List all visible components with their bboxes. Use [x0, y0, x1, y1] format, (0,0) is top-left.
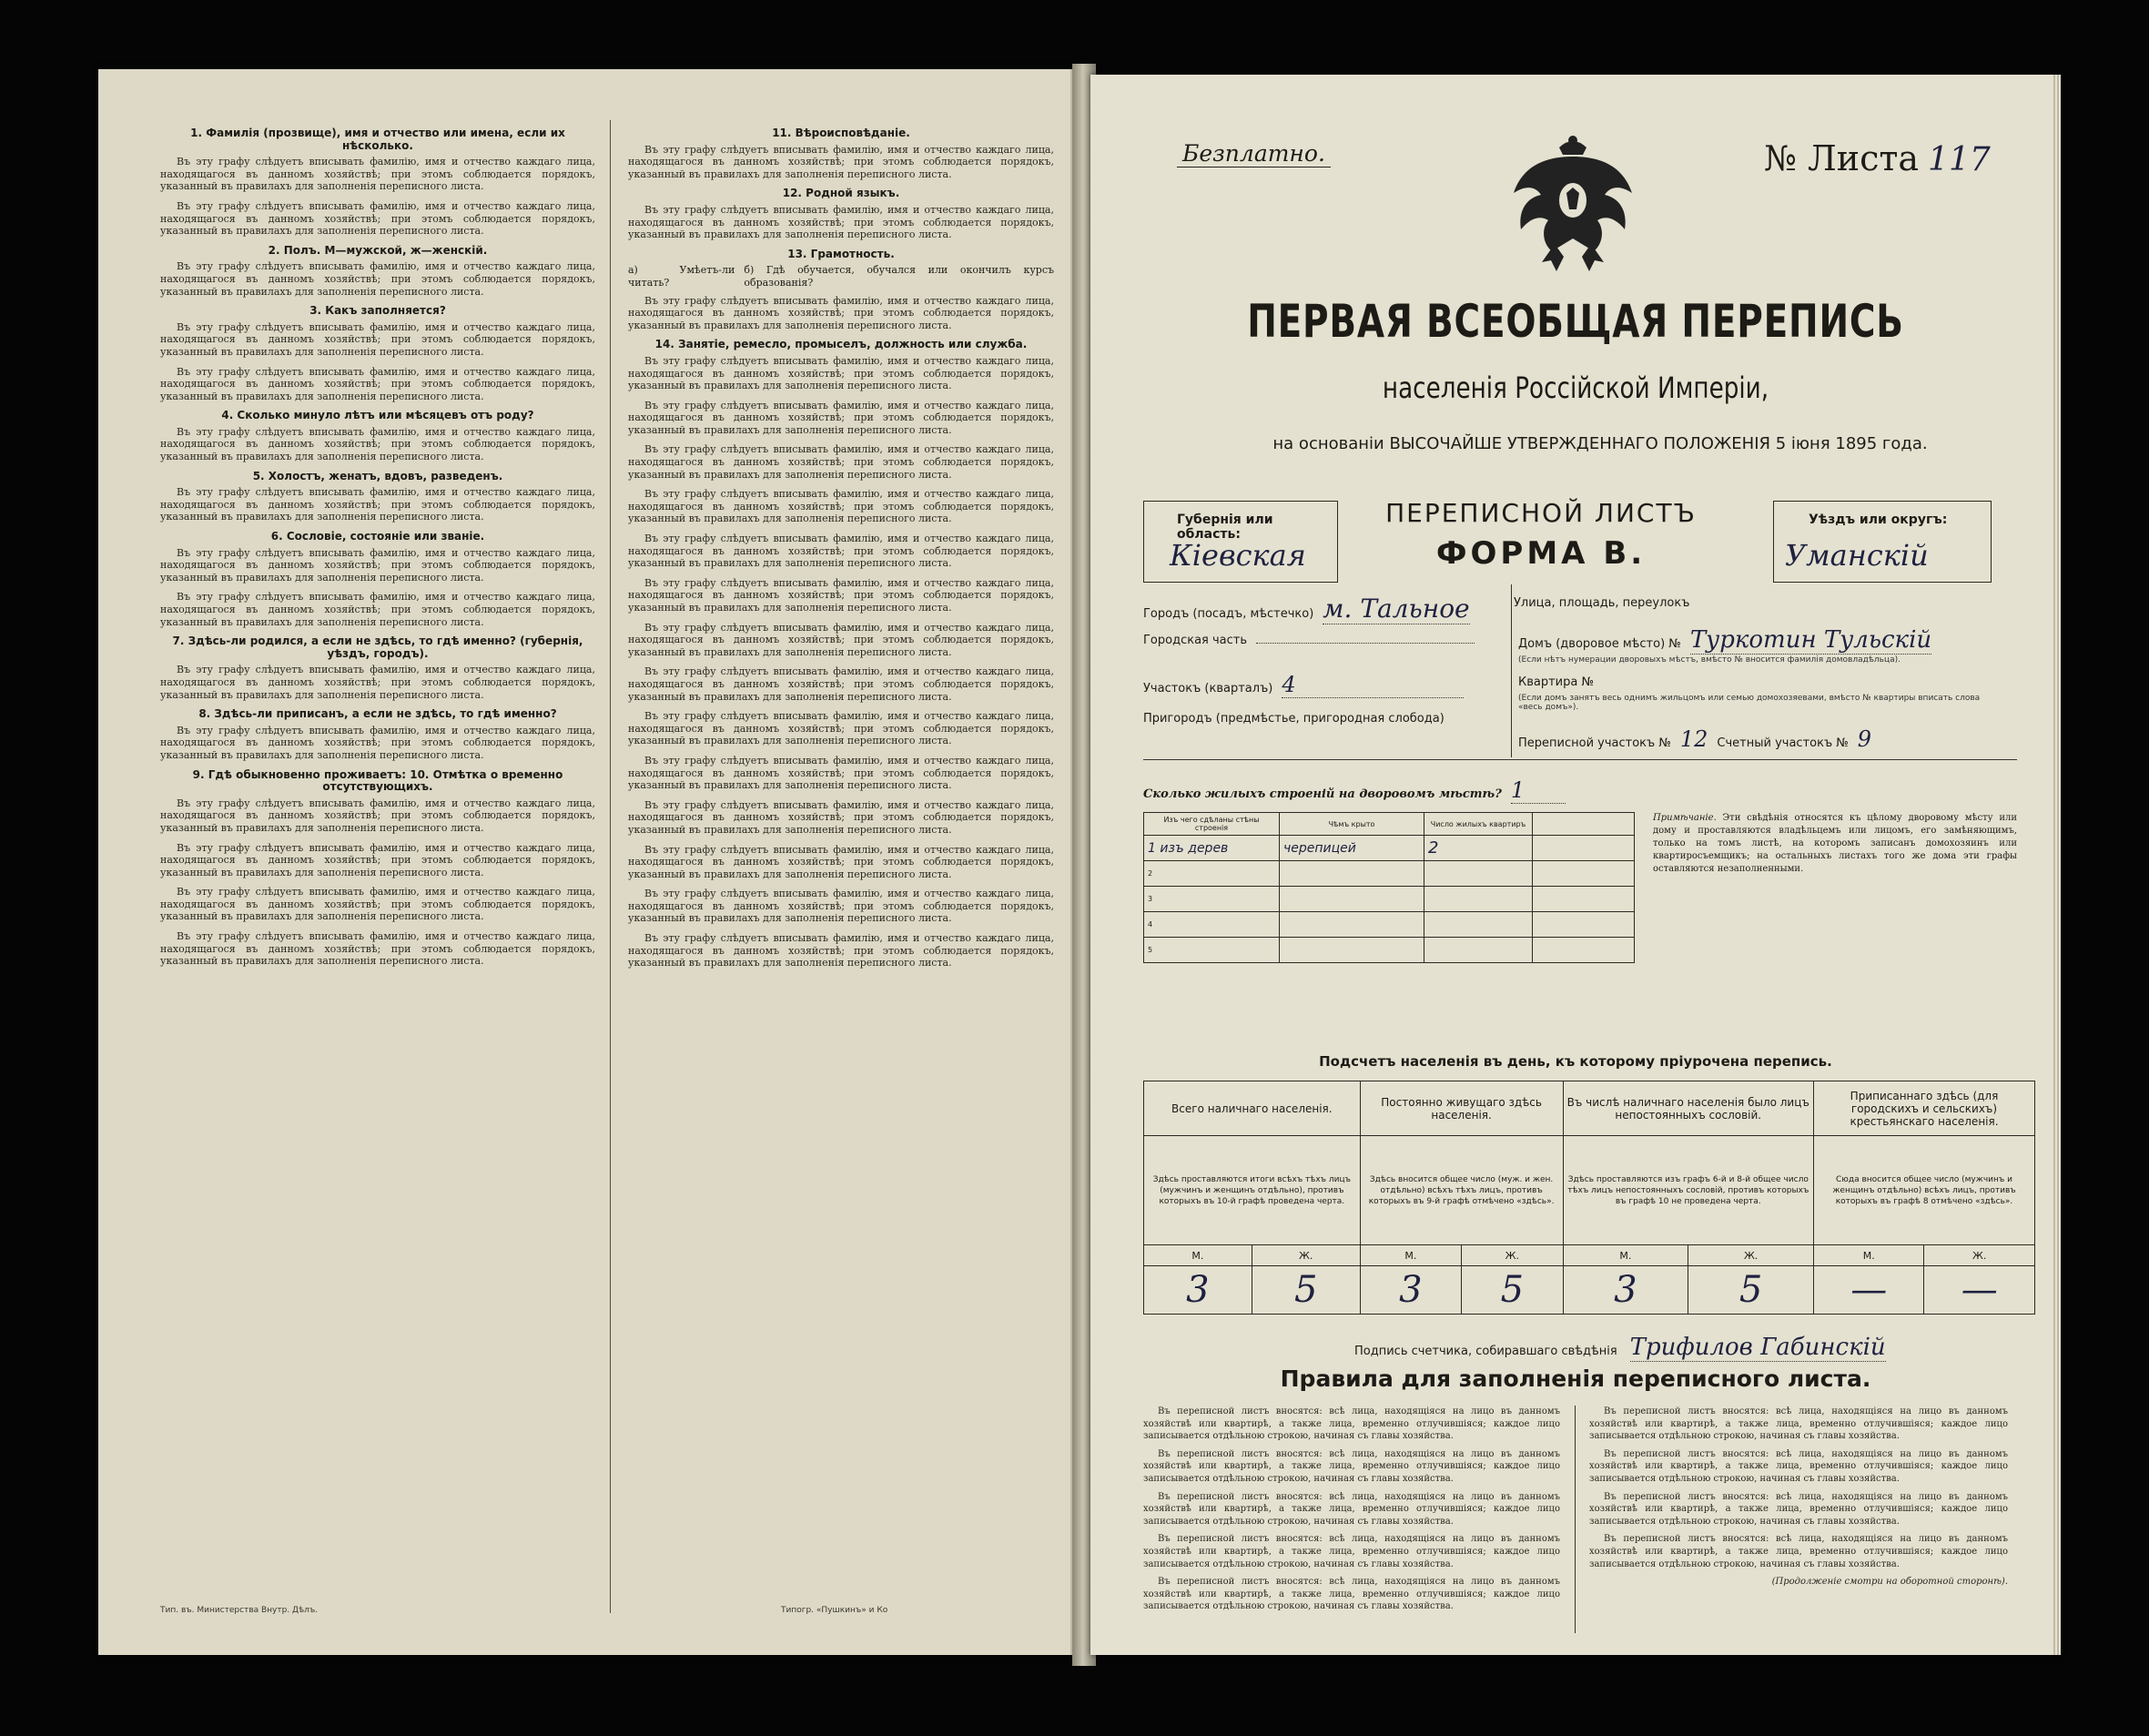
count-value: 5: [1688, 1266, 1814, 1315]
instructions-column-1: [160, 120, 595, 975]
table-cell: [1144, 836, 1280, 861]
census-precinct-label: Переписной участокъ №: [1518, 736, 1671, 750]
suburb-row: [1143, 712, 1444, 726]
table-row: [1144, 938, 1635, 963]
paragraph-placeholder: Въ переписной листъ вносятся: всѣ лица, находящіяся на лицо въ данномъ хозяйствѣ или квартирѣ, а также лица, временно отлучившіяся; каждое лицо записывается отдѣльною строкою, начиная съ главы хозяйства.: [1589, 1448, 2008, 1484]
paragraph-placeholder: Въ эту графу слѣдуетъ вписывать фамилію, имя и отчество каждаго лица, находящагося въ данномъ хозяйствѣ; при этомъ соблюдается порядокъ, указанный въ правилахъ для заполненія переписного листа.: [628, 710, 1054, 747]
census-precinct-row: [1518, 726, 1871, 752]
paragraph-placeholder: Въ эту графу слѣдуетъ вписывать фамилію, имя и отчество каждаго лица, находящагося въ данномъ хозяйствѣ; при этомъ соблюдается порядокъ, указанный въ правилахъ для заполненія переписного листа.: [160, 841, 595, 878]
female-label: Ж.: [1462, 1245, 1563, 1266]
paragraph-placeholder: Въ эту графу слѣдуетъ вписывать фамилію, имя и отчество каждаго лица, находящагося въ данномъ хозяйствѣ; при этомъ соблюдается порядокъ, указанный въ правилахъ для заполненія переписного листа.: [628, 294, 1054, 331]
literacy-question-b: б) Гдѣ обучается, обучался или окончилъ курсъ образованія?: [744, 264, 1054, 289]
female-label: Ж.: [1924, 1245, 2035, 1266]
paragraph-placeholder: Въ эту графу слѣдуетъ вписывать фамилію, имя и отчество каждаго лица, находящагося въ данномъ хозяйствѣ; при этомъ соблюдается порядокъ, указанный въ правилахъ для заполненія переписного листа.: [628, 354, 1054, 392]
town-label: Городъ (посадъ, мѣстечко): [1143, 607, 1314, 621]
section-heading: 8. Здѣсь-ли приписанъ, а если не здѣсь, то гдѣ именно?: [198, 707, 557, 721]
paragraph-placeholder: Въ эту графу слѣдуетъ вписывать фамилію, имя и отчество каждаго лица, находящагося въ данномъ хозяйствѣ; при этомъ соблюдается порядокъ, указанный въ правилахъ для заполненія переписного листа.: [160, 260, 595, 298]
section-heading: 7. Здѣсь-ли родился, а если не здѣсь, то гдѣ именно? (губернія, уѣздъ, городъ).: [172, 635, 583, 660]
apartments-value: 2: [1424, 836, 1533, 861]
table-header: Чѣмъ крыто: [1280, 813, 1424, 836]
paragraph-placeholder: Въ переписной листъ вносятся: всѣ лица, находящіяся на лицо въ данномъ хозяйствѣ или квартирѣ, а также лица, временно отлучившіяся; каждое лицо записывается отдѣльною строкою, начиная съ главы хозяйства.: [1589, 1534, 2008, 1569]
walls-value: изъ дерев: [1160, 840, 1229, 856]
house-value: Туркотин Тульскій: [1689, 626, 1932, 654]
male-label: М.: [1360, 1245, 1461, 1266]
town-value: м. Тальное: [1323, 594, 1470, 624]
buildings-value: 1: [1511, 777, 1566, 804]
rules-title: Правила для заполненія переписного листа.: [1280, 1365, 1871, 1392]
male-label: М.: [1144, 1245, 1252, 1266]
gubernia-box: [1143, 501, 1338, 583]
precinct-row: [1143, 672, 1464, 698]
form-name: ФОРМА В.: [1435, 535, 1647, 572]
uezd-box: [1773, 501, 1992, 583]
left-page: [98, 69, 1078, 1655]
count-value: 5: [1462, 1266, 1563, 1315]
paragraph-placeholder: Въ эту графу слѣдуетъ вписывать фамилію, имя и отчество каждаго лица, находящагося въ данномъ хозяйствѣ; при этомъ соблюдается порядокъ, указанный въ правилахъ для заполненія переписного листа.: [628, 399, 1054, 436]
paragraph-placeholder: Въ эту графу слѣдуетъ вписывать фамилію, имя и отчество каждаго лица, находящагося въ данномъ хозяйствѣ; при этомъ соблюдается порядокъ, указанный въ правилахъ для заполненія переписного листа.: [160, 425, 595, 463]
paragraph-placeholder: Въ эту графу слѣдуетъ вписывать фамилію, имя и отчество каждаго лица, находящагося въ данномъ хозяйствѣ; при этомъ соблюдается порядокъ, указанный въ правилахъ для заполненія переписного листа.: [160, 724, 595, 761]
printer-footer: Типогр. «Пушкинъ» и Ко: [781, 1606, 888, 1615]
paragraph-placeholder: Въ переписной листъ вносятся: всѣ лица, находящіяся на лицо въ данномъ хозяйствѣ или квартирѣ, а также лица, временно отлучившіяся; каждое лицо записывается отдѣльною строкою, начиная съ главы хозяйства.: [1143, 1406, 1560, 1442]
note-label: Примѣчаніе.: [1653, 813, 1717, 823]
column-divider: [1575, 1406, 1576, 1633]
count-precinct-label: Счетный участокъ №: [1717, 736, 1849, 750]
count-value: —: [1924, 1266, 2035, 1315]
table-row: [1144, 887, 1635, 912]
section-heading: 13. Грамотность.: [787, 247, 895, 260]
table-cell: [1533, 861, 1635, 887]
count-description: Сюда вносится общее число (мужчинъ и женщинъ отдѣльно) всѣхъ лицъ, противъ которыхъ въ графѣ 8 отмѣчено «здѣсь».: [1813, 1136, 2034, 1245]
paragraph-placeholder: Въ эту графу слѣдуетъ вписывать фамилію, имя и отчество каждаго лица, находящагося въ данномъ хозяйствѣ; при этомъ соблюдается порядокъ, указанный въ правилахъ для заполненія переписного листа.: [628, 576, 1054, 614]
paragraph-placeholder: Въ эту графу слѣдуетъ вписывать фамилію, имя и отчество каждаго лица, находящагося въ данномъ хозяйствѣ; при этомъ соблюдается порядокъ, указанный въ правилахъ для заполненія переписного листа.: [628, 843, 1054, 880]
suburb-label: Пригородъ (предмѣстье, пригородная слобода): [1143, 712, 1444, 726]
section-heading: 3. Какъ заполняется?: [309, 304, 446, 318]
sheet-number-label: № Листа: [1764, 138, 1920, 178]
table-header: Изъ чего сдѣланы стѣны строенія: [1144, 813, 1280, 836]
street-label: Улица, площадь, переулокъ: [1514, 596, 1690, 610]
signature-value: Трифилов Габинскій: [1629, 1334, 1886, 1361]
count-value: 3: [1360, 1266, 1461, 1315]
apartment-row: [1518, 675, 1594, 689]
right-page: [1090, 75, 2061, 1655]
sheet-number: [1764, 138, 1991, 178]
paragraph-placeholder: Въ эту графу слѣдуетъ вписывать фамилію, имя и отчество каждаго лица, находящагося въ данномъ хозяйствѣ; при этомъ соблюдается порядокъ, указанный въ правилахъ для заполненія переписного листа.: [160, 199, 595, 238]
uezd-value: Уманскій: [1785, 538, 1929, 573]
count-header: Всего наличнаго населенія.: [1144, 1081, 1361, 1136]
table-cell: [1533, 938, 1635, 963]
sheet-number-value: 117: [1928, 141, 1991, 178]
page-edge: [2053, 75, 2061, 1655]
paragraph-placeholder: Въ переписной листъ вносятся: всѣ лица, находящіяся на лицо въ данномъ хозяйствѣ или квартирѣ, а также лица, временно отлучившіяся; каждое лицо записывается отдѣльною строкою, начиная съ главы хозяйства.: [1143, 1448, 1560, 1484]
table-cell: [1280, 912, 1424, 938]
paragraph-placeholder: Въ эту графу слѣдуетъ вписывать фамилію, имя и отчество каждаго лица, находящагося въ данномъ хозяйствѣ; при этомъ соблюдается порядокъ, указанный въ правилахъ для заполненія переписного листа.: [628, 488, 1054, 525]
paragraph-placeholder: Въ эту графу слѣдуетъ вписывать фамилію, имя и отчество каждаго лица, находящагося въ данномъ хозяйствѣ; при этомъ соблюдается порядокъ, указанный въ правилахъ для заполненія переписного листа.: [628, 621, 1054, 658]
count-header: Въ числѣ наличнаго населенія было лицъ непостоянныхъ сословій.: [1563, 1081, 1813, 1136]
count-value: —: [1813, 1266, 1923, 1315]
paragraph-placeholder: Въ эту графу слѣдуетъ вписывать фамилію, имя и отчество каждаго лица, находящагося въ данномъ хозяйствѣ; при этомъ соблюдается порядокъ, указанный въ правилахъ для заполненія переписного листа.: [160, 886, 595, 923]
paragraph-placeholder: Въ эту графу слѣдуетъ вписывать фамилію, имя и отчество каждаго лица, находящагося въ данномъ хозяйствѣ; при этомъ соблюдается порядокъ, указанный въ правилахъ для заполненія переписного листа.: [628, 888, 1054, 925]
count-value: 3: [1563, 1266, 1688, 1315]
buildings-question: Сколько жилыхъ строеній на дворовомъ мѣстѣ?: [1143, 787, 1502, 801]
table-cell: [1533, 887, 1635, 912]
table-cell: [1424, 912, 1533, 938]
row-number: 5: [1144, 938, 1280, 963]
table-cell: [1424, 938, 1533, 963]
section-heading: 14. Занятіе, ремесло, промыселъ, должность или служба.: [654, 338, 1028, 351]
section-heading: 4. Сколько минуло лѣтъ или мѣсяцевъ отъ роду?: [221, 409, 534, 422]
female-label: Ж.: [1688, 1245, 1814, 1266]
buildings-table: [1143, 812, 1635, 963]
count-description: Здѣсь вносится общее число (муж. и жен. отдѣльно) всѣхъ тѣхъ лицъ, противъ которыхъ въ 9-й графѣ отмѣчено «здѣсь».: [1360, 1136, 1563, 1245]
precinct-label: Участокъ (кварталъ): [1143, 682, 1273, 695]
district-line: [1256, 643, 1475, 644]
table-cell: [1280, 887, 1424, 912]
rules-column-2: [1589, 1406, 2008, 1594]
female-label: Ж.: [1252, 1245, 1360, 1266]
count-header: Постоянно живущаго здѣсь населенія.: [1360, 1081, 1563, 1136]
table-cell: [1424, 887, 1533, 912]
district-row: [1143, 634, 1475, 647]
paragraph-placeholder: Въ эту графу слѣдуетъ вписывать фамилію, имя и отчество каждаго лица, находящагося въ данномъ хозяйствѣ; при этомъ соблюдается порядокъ, указанный въ правилахъ для заполненія переписного листа.: [628, 143, 1054, 180]
signature-label: Подпись счетчика, собиравшаго свѣдѣнія: [1354, 1345, 1617, 1358]
paragraph-placeholder: Въ эту графу слѣдуетъ вписывать фамилію, имя и отчество каждаго лица, находящагося въ данномъ хозяйствѣ; при этомъ соблюдается порядокъ, указанный въ правилахъ для заполненія переписного листа.: [160, 365, 595, 402]
row-number: 4: [1144, 912, 1280, 938]
paragraph-placeholder: Въ переписной листъ вносятся: всѣ лица, находящіяся на лицо въ данномъ хозяйствѣ или квартирѣ, а также лица, временно отлучившіяся; каждое лицо записывается отдѣльною строкою, начиная съ главы хозяйства.: [1589, 1491, 2008, 1527]
rules-column-1: [1143, 1406, 1560, 1619]
legal-basis: на основаніи ВЫСОЧАЙШЕ УТВЕРЖДЕННАГО ПОЛОЖЕНІЯ 5 іюня 1895 года.: [1272, 434, 1928, 453]
table-row: [1144, 912, 1635, 938]
gubernia-value: Кіевская: [1170, 538, 1306, 573]
section-heading: 2. Полъ. М—мужской, ж—женскій.: [268, 243, 488, 257]
paragraph-placeholder: Въ эту графу слѣдуетъ вписывать фамилію, имя и отчество каждаго лица, находящагося въ данномъ хозяйствѣ; при этомъ соблюдается порядокъ, указанный въ правилахъ для заполненія переписного листа.: [628, 754, 1054, 792]
table-cell: [1280, 861, 1424, 887]
male-label: М.: [1563, 1245, 1688, 1266]
literacy-questions: [628, 264, 1054, 289]
count-table-caption: Подсчетъ населенія въ день, къ которому пріурочена перепись.: [1319, 1053, 1832, 1070]
paragraph-placeholder: Въ эту графу слѣдуетъ вписывать фамилію, имя и отчество каждаго лица, находящагося въ данномъ хозяйствѣ; при этомъ соблюдается порядокъ, указанный въ правилахъ для заполненія переписного листа.: [628, 665, 1054, 703]
uezd-label: Уѣздъ или округъ:: [1809, 513, 1948, 527]
literacy-question-a: а) Умѣетъ-ли читать?: [628, 264, 735, 289]
precinct-value: 4: [1282, 672, 1464, 698]
section-heading: 5. Холостъ, женатъ, вдовъ, разведенъ.: [252, 469, 503, 482]
paragraph-placeholder: Въ переписной листъ вносятся: всѣ лица, находящіяся на лицо въ данномъ хозяйствѣ или квартирѣ, а также лица, временно отлучившіяся; каждое лицо записывается отдѣльною строкою, начиная съ главы хозяйства.: [1143, 1534, 1560, 1569]
apartment-note: (Если домъ занятъ весь однимъ жильцомъ или семью домохозяевами, вмѣсто № квартиры вписать слова «весь домъ»).: [1518, 694, 1981, 712]
paragraph-placeholder: Въ эту графу слѣдуетъ вписывать фамилію, имя и отчество каждаго лица, находящагося въ данномъ хозяйствѣ; при этомъ соблюдается порядокъ, указанный въ правилахъ для заполненія переписного листа.: [160, 320, 595, 358]
male-label: М.: [1813, 1245, 1923, 1266]
paragraph-placeholder: Въ переписной листъ вносятся: всѣ лица, находящіяся на лицо въ данномъ хозяйствѣ или квартирѣ, а также лица, временно отлучившіяся; каждое лицо записывается отдѣльною строкою, начиная съ главы хозяйства.: [1143, 1577, 1560, 1612]
table-header: [1533, 813, 1635, 836]
paragraph-placeholder: Въ переписной листъ вносятся: всѣ лица, находящіяся на лицо въ данномъ хозяйствѣ или квартирѣ, а также лица, временно отлучившіяся; каждое лицо записывается отдѣльною строкою, начиная съ главы хозяйства.: [1143, 1491, 1560, 1527]
enumerator-signature: [1354, 1334, 1886, 1362]
table-header: Число жилыхъ квартиръ: [1424, 813, 1533, 836]
district-label: Городская часть: [1143, 634, 1248, 647]
paragraph-placeholder: Въ эту графу слѣдуетъ вписывать фамилію, имя и отчество каждаго лица, находящагося въ данномъ хозяйствѣ; при этомъ соблюдается порядокъ, указанный въ правилахъ для заполненія переписного листа.: [628, 932, 1054, 970]
count-description: Здѣсь проставляются итоги всѣхъ тѣхъ лицъ (мужчинъ и женщинъ отдѣльно), противъ которыхъ въ 10-й графѣ проведена черта.: [1144, 1136, 1361, 1245]
count-description: Здѣсь проставляются изъ графъ 6-й и 8-й общее число тѣхъ лицъ непостоянныхъ сословій, противъ которыхъ въ графѣ 10 не проведена черта.: [1563, 1136, 1813, 1245]
house-note: (Если нѣтъ нумерации дворовыхъ мѣстъ, вмѣсто № вносится фамилія домовладѣльца).: [1518, 655, 1901, 665]
house-label: Домъ (дворовое мѣсто) №: [1518, 637, 1681, 651]
paragraph-placeholder: Въ эту графу слѣдуетъ вписывать фамилію, имя и отчество каждаго лица, находящагося въ данномъ хозяйствѣ; при этомъ соблюдается порядокъ, указанный въ правилахъ для заполненія переписного листа.: [160, 546, 595, 584]
form-title: [1345, 498, 1737, 572]
section-heading: 1. Фамилія (прозвище), имя и отчество или имена, если их нѣсколько.: [190, 127, 565, 152]
apartment-label: Квартира №: [1518, 675, 1595, 689]
table-cell: [1280, 938, 1424, 963]
gubernia-label: Губернія или область:: [1177, 513, 1273, 542]
table-cell: [1424, 861, 1533, 887]
paragraph-placeholder: Въ эту графу слѣдуетъ вписывать фамилію, имя и отчество каждаго лица, находящагося въ данномъ хозяйствѣ; при этомъ соблюдается порядокъ, указанный въ правилахъ для заполненія переписного листа.: [160, 486, 595, 523]
row-number: 3: [1144, 887, 1280, 912]
section-heading: 6. Сословіе, состояніе или званіе.: [270, 530, 485, 543]
paragraph-placeholder: Въ эту графу слѣдуетъ вписывать фамилію, имя и отчество каждаго лица, находящагося въ данномъ хозяйствѣ; при этомъ соблюдается порядокъ, указанный въ правилахъ для заполненія переписного листа.: [628, 203, 1054, 241]
paragraph-placeholder: Въ переписной листъ вносятся: всѣ лица, находящіяся на лицо въ данномъ хозяйствѣ или квартирѣ, а также лица, временно отлучившіяся; каждое лицо записывается отдѣльною строкою, начиная съ главы хозяйства.: [1589, 1406, 2008, 1442]
section-heading: 12. Родной языкъ.: [782, 187, 900, 200]
count-value: 3: [1144, 1266, 1252, 1315]
paragraph-placeholder: Въ эту графу слѣдуетъ вписывать фамилію, имя и отчество каждаго лица, находящагося въ данномъ хозяйствѣ; при этомъ соблюдается порядокъ, указанный въ правилахъ для заполненія переписного листа.: [160, 930, 595, 968]
paragraph-placeholder: Въ эту графу слѣдуетъ вписывать фамилію, имя и отчество каждаго лица, находящагося въ данномъ хозяйствѣ; при этомъ соблюдается порядокъ, указанный въ правилахъ для заполненія переписного листа.: [628, 443, 1054, 481]
buildings-note: [1653, 812, 2017, 876]
document-subtitle: населенія Россійской Имперіи,: [1382, 371, 1769, 405]
roof-value: черепицей: [1280, 836, 1424, 861]
paragraph-placeholder: Въ эту графу слѣдуетъ вписывать фамилію, имя и отчество каждаго лица, находящагося въ данномъ хозяйствѣ; при этомъ соблюдается порядокъ, указанный въ правилахъ для заполненія переписного листа.: [628, 798, 1054, 836]
imperial-eagle-crest-icon: [1505, 129, 1641, 275]
section-heading: 11. Вѣроисповѣданіе.: [772, 127, 910, 139]
paragraph-placeholder: Въ эту графу слѣдуетъ вписывать фамилію, имя и отчество каждаго лица, находящагося въ данномъ хозяйствѣ; при этомъ соблюдается порядокъ, указанный въ правилахъ для заполненія переписного листа.: [160, 664, 595, 701]
table-cell: [1533, 836, 1635, 861]
sheet-name: ПЕРЕПИСНОЙ ЛИСТЪ: [1385, 498, 1697, 528]
free-label: Безплатно.: [1177, 140, 1331, 168]
table-cell: [1533, 912, 1635, 938]
population-count-table: [1143, 1081, 2035, 1315]
paragraph-placeholder: Въ эту графу слѣдуетъ вписывать фамилію, имя и отчество каждаго лица, находящагося въ данномъ хозяйствѣ; при этомъ соблюдается порядокъ, указанный въ правилахъ для заполненія переписного листа.: [160, 797, 595, 834]
printer-footer: Тип. въ. Министерства Внутр. Дѣлъ.: [160, 1606, 319, 1615]
buildings-row: [1143, 777, 1566, 804]
census-precinct-value: 12: [1679, 726, 1708, 752]
table-row: [1144, 861, 1635, 887]
house-row: [1518, 626, 1931, 655]
note-text: Эти свѣдѣнія относятся къ цѣлому дворовому мѣсту или дому и проставляются владѣльцемъ или лицомъ, его замѣняющимъ, только на томъ листѣ, на которомъ записанъ домохозяинъ или квартиросъемщикъ; на остальныхъ листахъ того же дома эти графы оставляются незаполненными.: [1653, 813, 2018, 874]
row-number: 2: [1144, 861, 1280, 887]
instructions-column-2: [628, 120, 1054, 977]
form-rule: [1143, 759, 2017, 760]
continuation-note: (Продолженіе смотри на оборотной сторонѣ).: [1771, 1577, 2008, 1588]
paragraph-placeholder: Въ эту графу слѣдуетъ вписывать фамилію, имя и отчество каждаго лица, находящагося въ данномъ хозяйствѣ; при этомъ соблюдается порядокъ, указанный въ правилахъ для заполненія переписного листа.: [628, 533, 1054, 570]
form-divider: [1511, 584, 1512, 757]
table-row: [1144, 836, 1635, 861]
document-title: ПЕРВАЯ ВСЕОБЩАЯ ПЕРЕПИСЬ: [1247, 295, 1904, 348]
paragraph-placeholder: Въ эту графу слѣдуетъ вписывать фамилію, имя и отчество каждаго лица, находящагося въ данномъ хозяйствѣ; при этомъ соблюдается порядокъ, указанный въ правилахъ для заполненія переписного листа.: [160, 156, 595, 193]
count-header: Приписаннаго здѣсь (для городскихъ и сельскихъ) крестьянскаго населенія.: [1813, 1081, 2034, 1136]
section-heading: 9. Гдѣ обыкновенно проживаетъ: 10. Отмѣтка о временно отсутствующихъ.: [192, 767, 563, 794]
paragraph-placeholder: Въ эту графу слѣдуетъ вписывать фамилію, имя и отчество каждаго лица, находящагося въ данномъ хозяйствѣ; при этомъ соблюдается порядокъ, указанный въ правилахъ для заполненія переписного листа.: [160, 591, 595, 628]
count-value: 5: [1252, 1266, 1360, 1315]
count-precinct-value: 9: [1857, 726, 1872, 752]
row-number: 1: [1148, 840, 1156, 856]
street-row: [1514, 596, 1689, 610]
column-divider: [610, 120, 611, 1613]
town-row: [1143, 594, 1470, 624]
